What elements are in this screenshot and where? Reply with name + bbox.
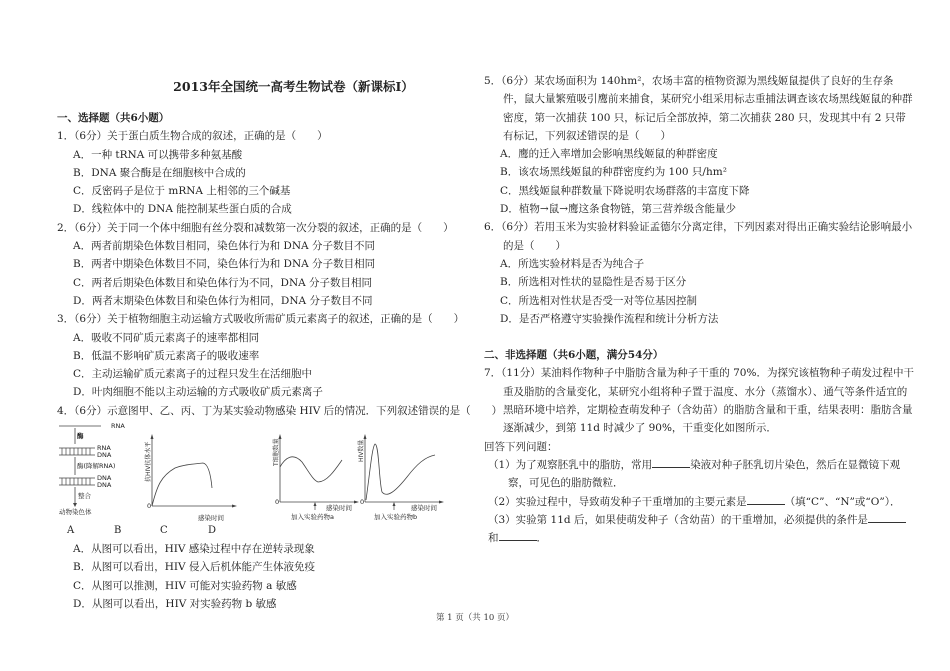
answer-blank-3[interactable] [747, 493, 785, 505]
svg-text:HIV数量: HIV数量 [358, 439, 365, 463]
sub3-text-c: ． [536, 532, 547, 545]
option-d: D．是否严格遵守实验操作流程和统计分析方法 [500, 312, 719, 325]
title-text: 2013年全国统一高考生物试卷（新课标Ⅰ） [173, 79, 414, 94]
hiv-figure [57, 422, 477, 522]
hiv-figure-svg [57, 422, 467, 522]
option-a: A．一种 tRNA 可以携带多种氨基酸 [73, 148, 243, 161]
option-c: C．黑线姬鼠种群数量下降说明农场群落的丰富度下降 [500, 184, 750, 197]
svg-text:酶(降解RNA): 酶(降解RNA) [77, 462, 116, 471]
option-a: A．两者前期染色体数目相同，染色体行为和 DNA 分子数目不同 [73, 240, 375, 253]
spacer [484, 328, 914, 346]
sub2-text-a: （2）实验过程中，导致萌发种子干重增加的主要元素是 [488, 495, 747, 508]
option-c: C．从图可以推测，HIV 可能对实验药物 a 敏感 [73, 579, 297, 592]
option-b: B．从图可以看出，HIV 侵入后机体能产生体液免疫 [73, 561, 315, 574]
panel-letter-a: A [67, 525, 75, 537]
option-a: A．鹰的迁入率增加会影响黑线姬鼠的种群密度 [500, 148, 718, 161]
option-c: C．两者后期染色体数目和染色体行为不同，DNA 分子数目相同 [73, 276, 373, 289]
question-stem: 7．（11分）某油料作物种子中脂肪含量为种子干重的 70%．为探究该植物种子萌发过程中干重及脂肪的含量变化，某研究小组将种子置于温度、水分（蒸馏水）、通气等条件适宜的黑暗环境中培养，定期检查萌发种子（含幼苗）的脂肪含量和干重，结果表明：脂肪含量逐渐减少，到第 11d 时减少了 90%，干重变化如图所示． [484, 367, 914, 435]
sub1-text-b: 染液对种子胚乳切片染色，然后在显微镜下观察，可见 [508, 458, 901, 490]
question-2 [57, 219, 477, 310]
svg-text:RNA: RNA [111, 422, 125, 431]
svg-text:0: 0 [360, 498, 365, 507]
question-stem: 4．（6分）示意图甲、乙、丙、丁为某实验动物感染 HIV 后的情况．下列叙述错误的是（ ） [57, 404, 503, 417]
svg-text:动物染色体: 动物染色体 [59, 508, 92, 517]
svg-text:酶: 酶 [77, 432, 84, 441]
option-c: C．主动运输矿质元素离子的过程只发生在活细胞中 [73, 368, 313, 381]
option-b: B．两者中期染色体数目不同，染色体行为和 DNA 分子数目相同 [73, 258, 376, 271]
answer-prompt: 回答下列问题： [484, 440, 558, 453]
question-stem: 5．（6分）某农场面积为 140hm²，农场丰富的植物资源为黑线姬鼠提供了良好的生存条件，鼠大量繁殖吸引鹰前来捕食，某研究小组采用标志重捕法调查该农场黑线姬鼠的种群密度，第一次捕获 100 只，标记后全部放掉，第二次捕获 280 只，发现其中有 2 只带有标记，下列叙述错误的是（ ） [484, 75, 913, 142]
question-7 [484, 364, 914, 547]
question-stem: 6．（6分）若用玉米为实验材料验证孟德尔分离定律，下列因素对得出正确实验结论影响最小的是（ ） [484, 221, 913, 252]
option-b: B．所选相对性状的显隐性是否易于区分 [500, 276, 687, 289]
sub3-text-b: 和 [488, 532, 499, 545]
svg-text:0: 0 [275, 498, 280, 507]
svg-text:整合: 整合 [78, 492, 91, 501]
panel-b-antibody-chart [144, 434, 237, 522]
figure-panel-letters [57, 522, 477, 540]
option-d: D．两者末期染色体数目和染色体行为相同，DNA 分子数目不同 [73, 294, 373, 307]
option-a: A．从图可以看出，HIV 感染过程中存在逆转录现象 [73, 543, 315, 556]
svg-text:感染时间: 感染时间 [411, 504, 437, 513]
sub-question-2 [484, 493, 914, 511]
sub-question-3 [484, 511, 914, 548]
answer-blank-5[interactable] [499, 529, 537, 541]
question-4 [57, 402, 503, 613]
svg-text:DNA: DNA [97, 474, 112, 483]
panel-d-hiv-chart [357, 434, 444, 521]
svg-text:抗HIV抗体水平: 抗HIV抗体水平 [145, 441, 152, 483]
svg-text:RNA: RNA [97, 444, 111, 453]
panel-a-diagram [59, 422, 125, 516]
option-b: B．低温不影响矿质元素离子的吸收速率 [73, 349, 260, 362]
option-b: B．该农场黑线姬鼠的种群密度约为 100 只/hm² [500, 166, 727, 179]
sub-question-1 [484, 456, 914, 493]
option-c: C．反密码子是位于 mRNA 上相邻的三个碱基 [73, 185, 291, 198]
question-6 [484, 218, 914, 328]
sub1-text-c: 色的脂肪微粒． [550, 477, 624, 490]
question-1 [57, 127, 477, 218]
page-footer: 第 1 页（共 10 页） [435, 613, 515, 623]
option-d: D．线粒体中的 DNA 能控制某些蛋白质的合成 [73, 203, 292, 216]
panel-letter-b: B [114, 525, 122, 537]
option-a: A．吸收不同矿质元素离子的速率都相同 [73, 331, 260, 344]
page-title [0, 77, 530, 95]
option-d: D．叶肉细胞不能以主动运输的方式吸收矿质元素离子 [73, 386, 323, 399]
svg-text:DNA: DNA [97, 451, 112, 460]
panel-c-tcell-chart [272, 434, 359, 521]
question-5 [484, 72, 914, 218]
panel-letter-c: C [160, 525, 168, 537]
svg-text:感染时间: 感染时间 [326, 504, 352, 513]
svg-text:DNA: DNA [97, 481, 112, 490]
right-column [484, 72, 914, 547]
svg-text:T细胞数量: T细胞数量 [273, 438, 280, 467]
question-stem: 3．（6分）关于植物细胞主动运输方式吸收所需矿质元素离子的叙述，正确的是（ ） [57, 313, 465, 326]
question-stem: 2．（6分）关于同一个体中细胞有丝分裂和减数第一次分裂的叙述，正确的是（ ） [57, 221, 454, 234]
option-b: B．DNA 聚合酶是在细胞核中合成的 [73, 166, 246, 179]
sub3-text-a: （3）实验第 11d 后，如果使萌发种子（含幼苗）的干重增加，必须提供的条件是 [488, 513, 868, 526]
left-column [57, 109, 503, 613]
section-2-heading: 二、非选择题（共6小题，满分54分） [484, 349, 664, 362]
option-d: D．植物→鼠→鹰这条食物链，第三营养级含能量少 [500, 203, 737, 216]
answer-blank-4[interactable] [868, 511, 906, 523]
svg-text:0: 0 [147, 502, 152, 511]
sub1-text-a: （1）为了观察胚乳中的脂肪，常用 [488, 458, 653, 471]
question-stem: 1．（6分）关于蛋白质生物合成的叙述，正确的是（ ） [57, 130, 328, 143]
question-3 [57, 310, 477, 401]
svg-text:加入实验药物a: 加入实验药物a [291, 513, 334, 522]
section-1-heading: 一、选择题（共6小题） [57, 112, 170, 124]
panel-letter-d: D [208, 525, 217, 537]
sub2-text-b: （填“C”、“N”或“O”）． [784, 495, 901, 508]
option-c: C．所选相对性状是否受一对等位基因控制 [500, 294, 698, 307]
svg-text:感染时间: 感染时间 [198, 514, 224, 523]
answer-blank-1[interactable] [652, 456, 690, 468]
option-d: D．从图可以看出，HIV 对实验药物 b 敏感 [73, 597, 277, 610]
svg-text:加入实验药物b: 加入实验药物b [374, 513, 418, 522]
option-a: A．所选实验材料是否为纯合子 [500, 257, 645, 270]
